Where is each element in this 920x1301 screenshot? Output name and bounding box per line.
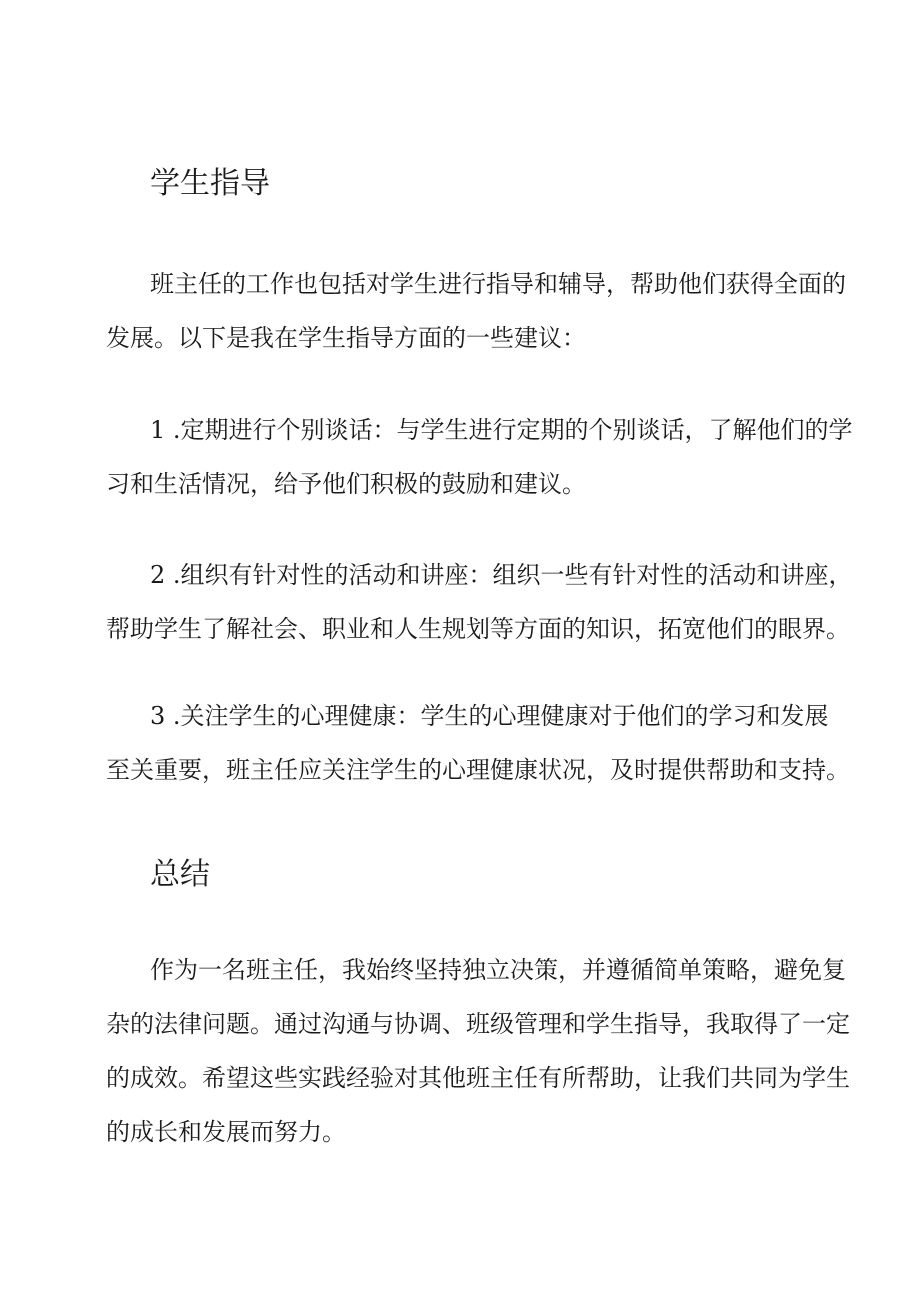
paragraph-line: 发展。以下是我在学生指导方面的一些建议： bbox=[106, 324, 586, 352]
paragraph-line: 的成效。希望这些实践经验对其他班主任有所帮助，让我们共同为学生 bbox=[106, 1064, 850, 1092]
list-item-line: 习和生活情况，给予他们积极的鼓励和建议。 bbox=[106, 470, 586, 498]
list-item-3 bbox=[106, 689, 850, 797]
paragraph-line: 的成长和发展而努力。 bbox=[106, 1118, 346, 1146]
list-item-line: 2 .组织有针对性的活动和讲座：组织一些有针对性的活动和讲座， bbox=[150, 561, 853, 589]
paragraph-line: 作为一名班主任，我始终坚持独立决策，并遵循简单策略，避免复 bbox=[150, 956, 846, 984]
paragraph-line: 班主任的工作也包括对学生进行指导和辅导，帮助他们获得全面的 bbox=[150, 270, 846, 298]
list-item-line: 3 .关注学生的心理健康：学生的心理健康对于他们的学习和发展 bbox=[150, 702, 829, 730]
list-item-1 bbox=[106, 403, 853, 511]
section-heading-student-guidance: 学生指导 bbox=[150, 166, 270, 201]
paragraph-line: 杂的法律问题。通过沟通与协调、班级管理和学生指导，我取得了一定 bbox=[106, 1010, 850, 1038]
list-item-line: 1 .定期进行个别谈话：与学生进行定期的个别谈话，了解他们的学 bbox=[150, 416, 853, 444]
list-item-line: 帮助学生了解社会、职业和人生规划等方面的知识，拓宽他们的眼界。 bbox=[106, 615, 850, 643]
list-item-line: 至关重要，班主任应关注学生的心理健康状况，及时提供帮助和支持。 bbox=[106, 756, 850, 784]
summary-paragraph bbox=[106, 943, 850, 1159]
list-item-2 bbox=[106, 548, 853, 656]
intro-paragraph bbox=[106, 257, 846, 365]
section-heading-summary: 总结 bbox=[150, 857, 210, 892]
